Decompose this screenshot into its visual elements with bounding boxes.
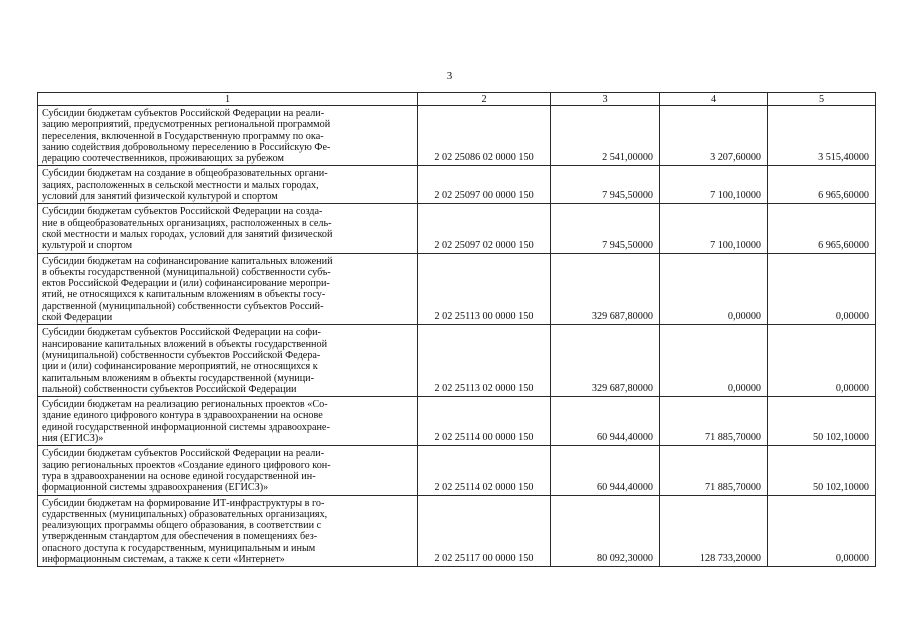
- table-row: [38, 204, 876, 253]
- subsidy-name-line: культурой и спортом: [42, 240, 133, 252]
- subsidy-name-cell: [38, 204, 418, 253]
- subsidy-name-cell: [38, 106, 418, 166]
- subsidy-name-line: опасного доступа к государственным, муниципальным и иным: [42, 542, 316, 554]
- subsidy-name-cell: [38, 253, 418, 325]
- amount-year-2-cell: 7 100,10000: [660, 204, 768, 253]
- subsidy-name-line: Субсидии бюджетам на софинансирование капитальных вложений: [42, 255, 333, 267]
- subsidy-name-line: занию содействия добровольному переселению в Российскую Фе-: [42, 141, 331, 153]
- subsidy-name-line: Субсидии бюджетам субъектов Российской Федерации на софи-: [42, 327, 321, 339]
- budget-code-cell: 2 02 25117 00 0000 150: [418, 495, 551, 567]
- subsidy-name-line: дарственной (муниципальной) собственности субъектов Россий-: [42, 300, 324, 312]
- subsidy-name-line: здание единого цифрового контура в здравоохранении на основе: [42, 410, 323, 422]
- budget-code-cell: 2 02 25086 02 0000 150: [418, 106, 551, 166]
- subsidy-name-line: Субсидии бюджетам на формирование ИТ-инфраструктуры в го-: [42, 497, 325, 509]
- subsidy-name-cell: [38, 166, 418, 204]
- subsidy-name-line: единой государственной информационной системы здравоохране-: [42, 421, 330, 433]
- amount-year-3-cell: 50 102,10000: [768, 446, 876, 495]
- amount-year-3-cell: 6 965,60000: [768, 166, 876, 204]
- subsidy-name-line: ектов Российской Федерации и (или) софинансирование меропри-: [42, 278, 330, 290]
- subsidy-name-line: утвержденным стандартом для обеспечения в помещениях без-: [42, 531, 318, 543]
- amount-year-2-cell: 71 885,70000: [660, 397, 768, 446]
- table-row: [38, 446, 876, 495]
- table-row: [38, 253, 876, 325]
- subsidy-name-line: Субсидии бюджетам субъектов Российской Федерации на созда-: [42, 206, 323, 218]
- col-header-code: 2: [418, 93, 551, 106]
- amount-year-3-cell: 0,00000: [768, 253, 876, 325]
- subsidy-name-line: Субсидии бюджетам на создание в общеобразовательных органи-: [42, 168, 328, 180]
- subsidy-name-line: ния (ЕГИСЗ)»: [42, 433, 104, 445]
- budget-code-cell: 2 02 25097 02 0000 150: [418, 204, 551, 253]
- subsidy-name-cell: [38, 446, 418, 495]
- amount-year-1-cell: 60 944,40000: [551, 446, 660, 495]
- amount-year-1-cell: 329 687,80000: [551, 325, 660, 397]
- amount-year-3-cell: 50 102,10000: [768, 397, 876, 446]
- amount-year-3-cell: 0,00000: [768, 495, 876, 567]
- amount-year-1-cell: 2 541,00000: [551, 106, 660, 166]
- subsidy-name-line: информационным системам, а также к сети «Интернет»: [42, 553, 285, 565]
- subsidy-name-line: реализующих программы общего образования, в соответствии с: [42, 520, 322, 532]
- subsidy-name-line: Субсидии бюджетам субъектов Российской Федерации на реали-: [42, 108, 325, 119]
- subsidy-name-line: ской Федерации: [42, 312, 113, 324]
- amount-year-2-cell: 0,00000: [660, 253, 768, 325]
- subsidy-name-cell: [38, 495, 418, 567]
- amount-year-2-cell: 71 885,70000: [660, 446, 768, 495]
- amount-year-1-cell: 7 945,50000: [551, 166, 660, 204]
- subsidy-name-cell: [38, 397, 418, 446]
- subsidy-name-line: (муниципальной) собственности субъектов Российской Федера-: [42, 349, 321, 361]
- subsidy-name-line: пальной) собственности субъектов Российской Федерации: [42, 383, 297, 395]
- subsidy-name-line: сударственных (муниципальных) образовательных организациях,: [42, 508, 328, 520]
- budget-table: [37, 92, 876, 567]
- amount-year-1-cell: 7 945,50000: [551, 204, 660, 253]
- budget-code-cell: 2 02 25114 02 0000 150: [418, 446, 551, 495]
- subsidy-name-line: капитальным вложениям в объекты государственной (муници-: [42, 372, 315, 384]
- subsidy-name-line: в объекты государственной (муниципальной) собственности субъ-: [42, 266, 331, 278]
- col-header-year-1: 3: [551, 93, 660, 106]
- subsidy-name-line: нансирование капитальных вложений в объекты государственной: [42, 338, 328, 350]
- subsidy-name-line: ние в общеобразовательных организациях, расположенных в сель-: [42, 217, 332, 229]
- col-header-name: 1: [38, 93, 418, 106]
- amount-year-1-cell: 60 944,40000: [551, 397, 660, 446]
- table-row: [38, 325, 876, 397]
- subsidy-name-line: переселения, включенной в Государственную программу по ока-: [42, 130, 324, 142]
- table-row: [38, 166, 876, 204]
- header-row: [38, 93, 876, 106]
- subsidy-name-line: Субсидии бюджетам субъектов Российской Федерации на реали-: [42, 448, 325, 460]
- budget-code-cell: 2 02 25114 00 0000 150: [418, 397, 551, 446]
- subsidy-name-line: ции и (или) софинансирование мероприятий, не относящихся к: [42, 361, 318, 373]
- table-row: [38, 397, 876, 446]
- amount-year-2-cell: 3 207,60000: [660, 106, 768, 166]
- amount-year-2-cell: 7 100,10000: [660, 166, 768, 204]
- budget-code-cell: 2 02 25097 00 0000 150: [418, 166, 551, 204]
- subsidy-name-line: дерацию соотечественников, проживающих за рубежом: [42, 153, 284, 165]
- col-header-year-2: 4: [660, 93, 768, 106]
- amount-year-1-cell: 329 687,80000: [551, 253, 660, 325]
- amount-year-1-cell: 80 092,30000: [551, 495, 660, 567]
- subsidy-name-line: зациях, расположенных в сельской местности и малых городах,: [42, 179, 319, 191]
- subsidy-name-line: ятий, не относящихся к капитальным вложениям в объекты госу-: [42, 289, 326, 301]
- page-number: 3: [446, 70, 453, 82]
- subsidy-name-line: зацию региональных проектов «Создание единого цифрового кон-: [42, 459, 331, 471]
- subsidy-name-line: Субсидии бюджетам на реализацию региональных проектов «Со-: [42, 399, 328, 411]
- col-header-year-3: 5: [768, 93, 876, 106]
- table-row: [38, 106, 876, 166]
- table-row: [38, 495, 876, 567]
- subsidy-name-line: тура в здравоохранении на основе единой государственной ин-: [42, 470, 316, 482]
- budget-code-cell: 2 02 25113 00 0000 150: [418, 253, 551, 325]
- amount-year-3-cell: 6 965,60000: [768, 204, 876, 253]
- amount-year-3-cell: 0,00000: [768, 325, 876, 397]
- amount-year-2-cell: 128 733,20000: [660, 495, 768, 567]
- subsidy-name-cell: [38, 325, 418, 397]
- budget-code-cell: 2 02 25113 02 0000 150: [418, 325, 551, 397]
- amount-year-3-cell: 3 515,40000: [768, 106, 876, 166]
- subsidy-name-line: зацию мероприятий, предусмотренных региональной программой: [42, 119, 331, 131]
- subsidy-name-line: формационной системы здравоохранения (ЕГИСЗ)»: [42, 482, 269, 494]
- subsidy-name-line: условий для занятий физической культурой и спортом: [42, 191, 278, 203]
- amount-year-2-cell: 0,00000: [660, 325, 768, 397]
- subsidy-name-line: ской местности и малых городах, условий для занятий физической: [42, 228, 333, 240]
